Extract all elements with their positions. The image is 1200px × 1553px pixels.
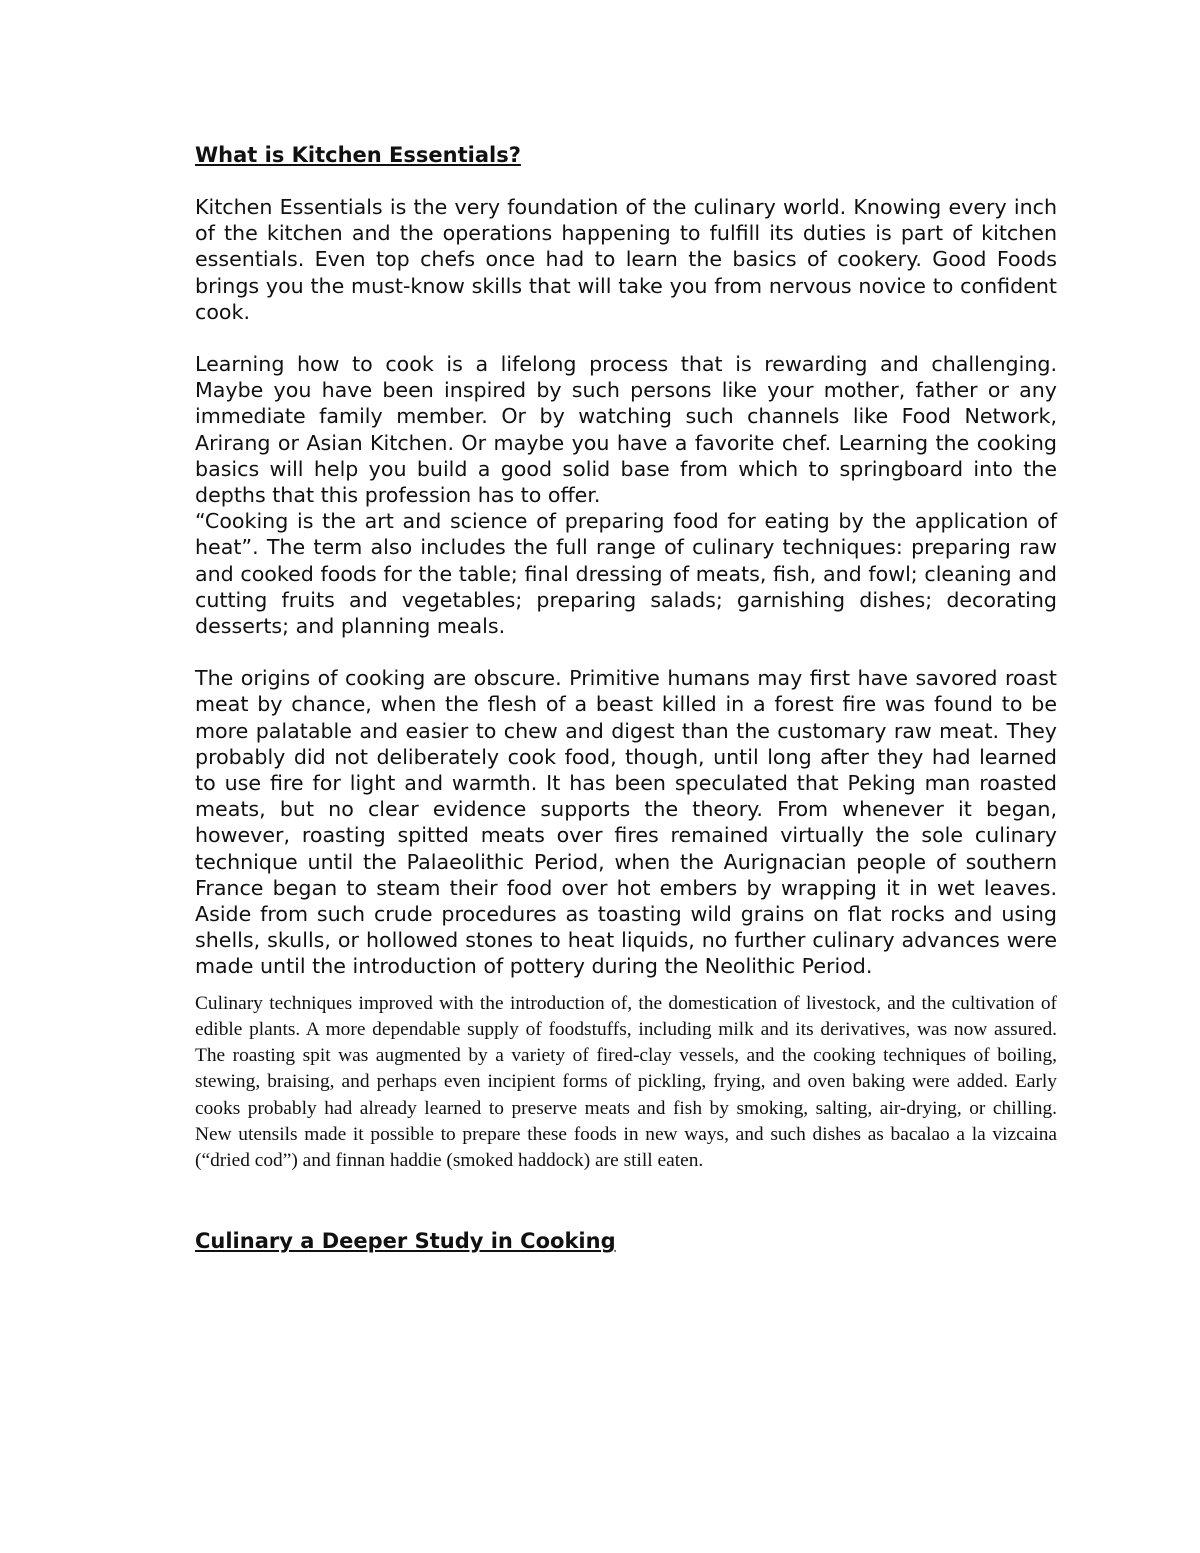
paragraph-spacer (195, 980, 1057, 991)
paragraph-spacer (195, 325, 1057, 351)
paragraph-culinary-techniques-improved: Culinary techniques improved with the introduction of, the domestication of livestock, and the cultivation of edible plants. A more dependable supply of foodstuffs, including milk and its derivatives, was now assured. The roasting spit was augmented by a variety of fired-clay vessels, and the cooking techniques of boiling, stewing, braising, and perhaps even incipient forms of pickling, frying, and oven baking were added. Early cooks probably had already learned to preserve meats and fish by smoking, salting, air-drying, or chilling. New utensils made it possible to prepare these foods in new ways, and such dishes as bacalao a la vizcaina (“dried cod”) and finnan haddie (smoked haddock) are still eaten. (195, 992, 1057, 1171)
section-heading-culinary-deeper-study: Culinary a Deeper Study in Cooking (195, 1229, 616, 1254)
paragraph-kitchen-essentials-intro: Kitchen Essentials is the very foundation of the culinary world. Knowing every inch of the kitchen and the operations happening to fulfill its duties is part of kitchen essentials. Even top chefs once had to learn the basics of cookery. Good Foods brings you the must-know skills that will take you from nervous novice to confident cook. (195, 195, 1057, 324)
document-body (195, 142, 1057, 1254)
paragraph-spacer (195, 639, 1057, 665)
paragraph-learning-to-cook: Learning how to cook is a lifelong process that is rewarding and challenging. Maybe you have been inspired by such persons like your mother, father or any immediate family member. Or by watching such channels like Food Network, Arirang or Asian Kitchen. Or maybe you have a favorite chef. Learning the cooking basics will help you build a good solid base from which to springboard into the depths that this profession has to offer. (195, 352, 1057, 508)
paragraph-spacer (195, 1174, 1057, 1228)
section-heading-kitchen-essentials: What is Kitchen Essentials? (195, 143, 521, 167)
paragraph-origins-of-cooking: The origins of cooking are obscure. Primitive humans may first have savored roast meat by chance, when the flesh of a beast killed in a forest fire was found to be more palatable and easier to chew and digest than the customary raw meat. They probably did not deliberately cook food, though, until long after they had learned to use fire for light and warmth. It has been speculated that Peking man roasted meats, but no clear evidence supports the theory. From whenever it began, however, roasting spitted meats over fires remained virtually the sole culinary technique until the Palaeolithic Period, when the Aurignacian people of southern France began to steam their food over hot embers by wrapping it in wet leaves. Aside from such crude procedures as toasting wild grains on flat rocks and using shells, skulls, or hollowed stones to heat liquids, no further culinary advances were made until the introduction of pottery during the Neolithic Period. (195, 666, 1057, 979)
paragraph-cooking-definition: “Cooking is the art and science of preparing food for eating by the application of heat”. The term also includes the full range of culinary techniques: preparing raw and cooked foods for the table; final dressing of meats, fish, and fowl; cleaning and cutting fruits and vegetables; preparing salads; garnishing dishes; decorating desserts; and planning meals. (195, 509, 1057, 639)
